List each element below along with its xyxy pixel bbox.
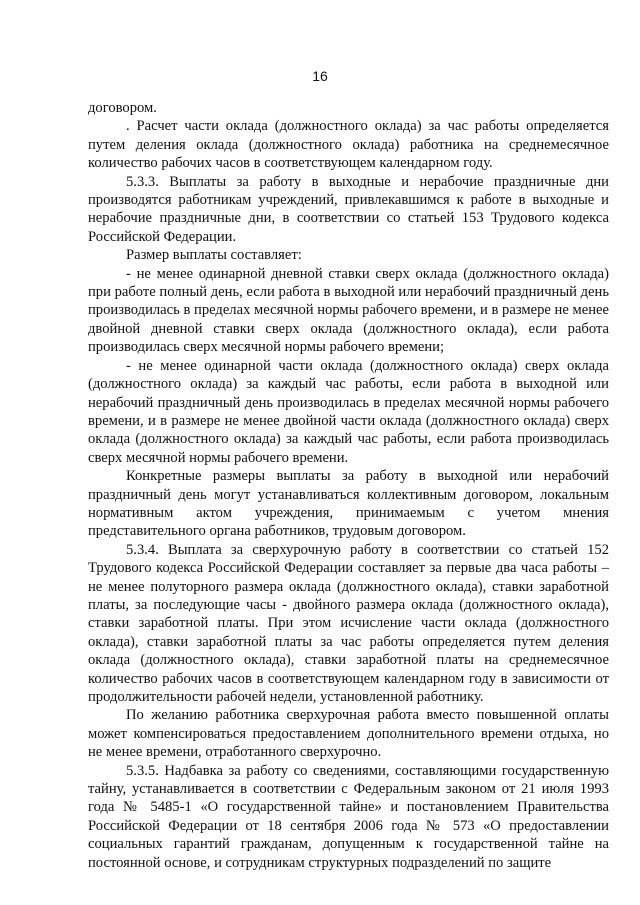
paragraph: Конкретные размеры выплаты за работу в выходной или нерабочий праздничный день могут устанавливаться коллективным договором, локальным нормативным актом учреждения, принимаемым с учетом мнения представительного органа работников, трудовым договором. — [88, 468, 609, 540]
document-body — [88, 99, 609, 872]
page-number: 16 — [312, 68, 328, 84]
paragraph: . Расчет части оклада (должностного оклада) за час работы определяется путем деления оклада (должностного оклада) работника на среднемесячное количество рабочих часов в соответствующем календарном году. — [88, 118, 609, 172]
paragraph: - не менее одинарной части оклада (должностного оклада) сверх оклада (должностного оклада) за каждый час работы, если работа в выходной или нерабочий праздничный день производилась в пределах месячной нормы рабочего времени, и в размере не менее двойной части оклада (должностного оклада) сверх оклада (должностного оклада) за каждый час работы, если работа производилась сверх месячной нормы рабочего времени. — [88, 357, 609, 466]
paragraph: По желанию работника сверхурочная работа вместо повышенной оплаты может компенсироваться предоставлением дополнительного времени отдыха, но не менее времени, отработанного сверхурочно. — [88, 707, 609, 761]
paragraph: договором. — [88, 100, 157, 116]
paragraph: 5.3.3. Выплаты за работу в выходные и нерабочие праздничные дни производятся работникам учреждений, привлекавшимся к работе в выходные и нерабочие праздничные дни, в соответствии со статьей 153 Трудового кодекса Российской Федерации. — [88, 173, 609, 245]
paragraph: 5.3.5. Надбавка за работу со сведениями, составляющими государственную тайну, устанавливается в соответствии с Федеральным законом от 21 июля 1993 года № 5485-1 «О государственной тайне» и постановлением Правительства Российской Федерации от 18 сентября 2006 года № 573 «О предоставлении социальных гарантий гражданам, допущенным к государственной тайне на постоянной основе, и сотрудникам структурных подразделений по защите — [88, 762, 609, 871]
paragraph: - не менее одинарной дневной ставки сверх оклада (должностного оклада) при работе полный день, если работа в выходной или нерабочий праздничный день производилась в пределах месячной нормы рабочего времени, и в размере не менее двойной дневной ставки сверх оклада (должностного оклада), если работа производилась сверх месячной нормы рабочего времени; — [88, 265, 609, 356]
paragraph: Размер выплаты составляет: — [126, 247, 302, 264]
paragraph: 5.3.4. Выплата за сверхурочную работу в соответствии со статьей 152 Трудового кодекса Российской Федерации составляет за первые два часа работы – не менее полуторного размера оклада (должностного оклада), ставки заработной платы, за последующие часы - двойного размера оклада (должностного оклада), ставки заработной платы. При этом исчисление части оклада (должностного оклада), ставки заработной платы за час работы определяется путем деления оклада (должностного оклада), ставки заработной платы на среднемесячное количество рабочих часов в соответствующем календарном году в зависимости от продолжительности рабочей недели, установленной работнику. — [88, 541, 609, 705]
